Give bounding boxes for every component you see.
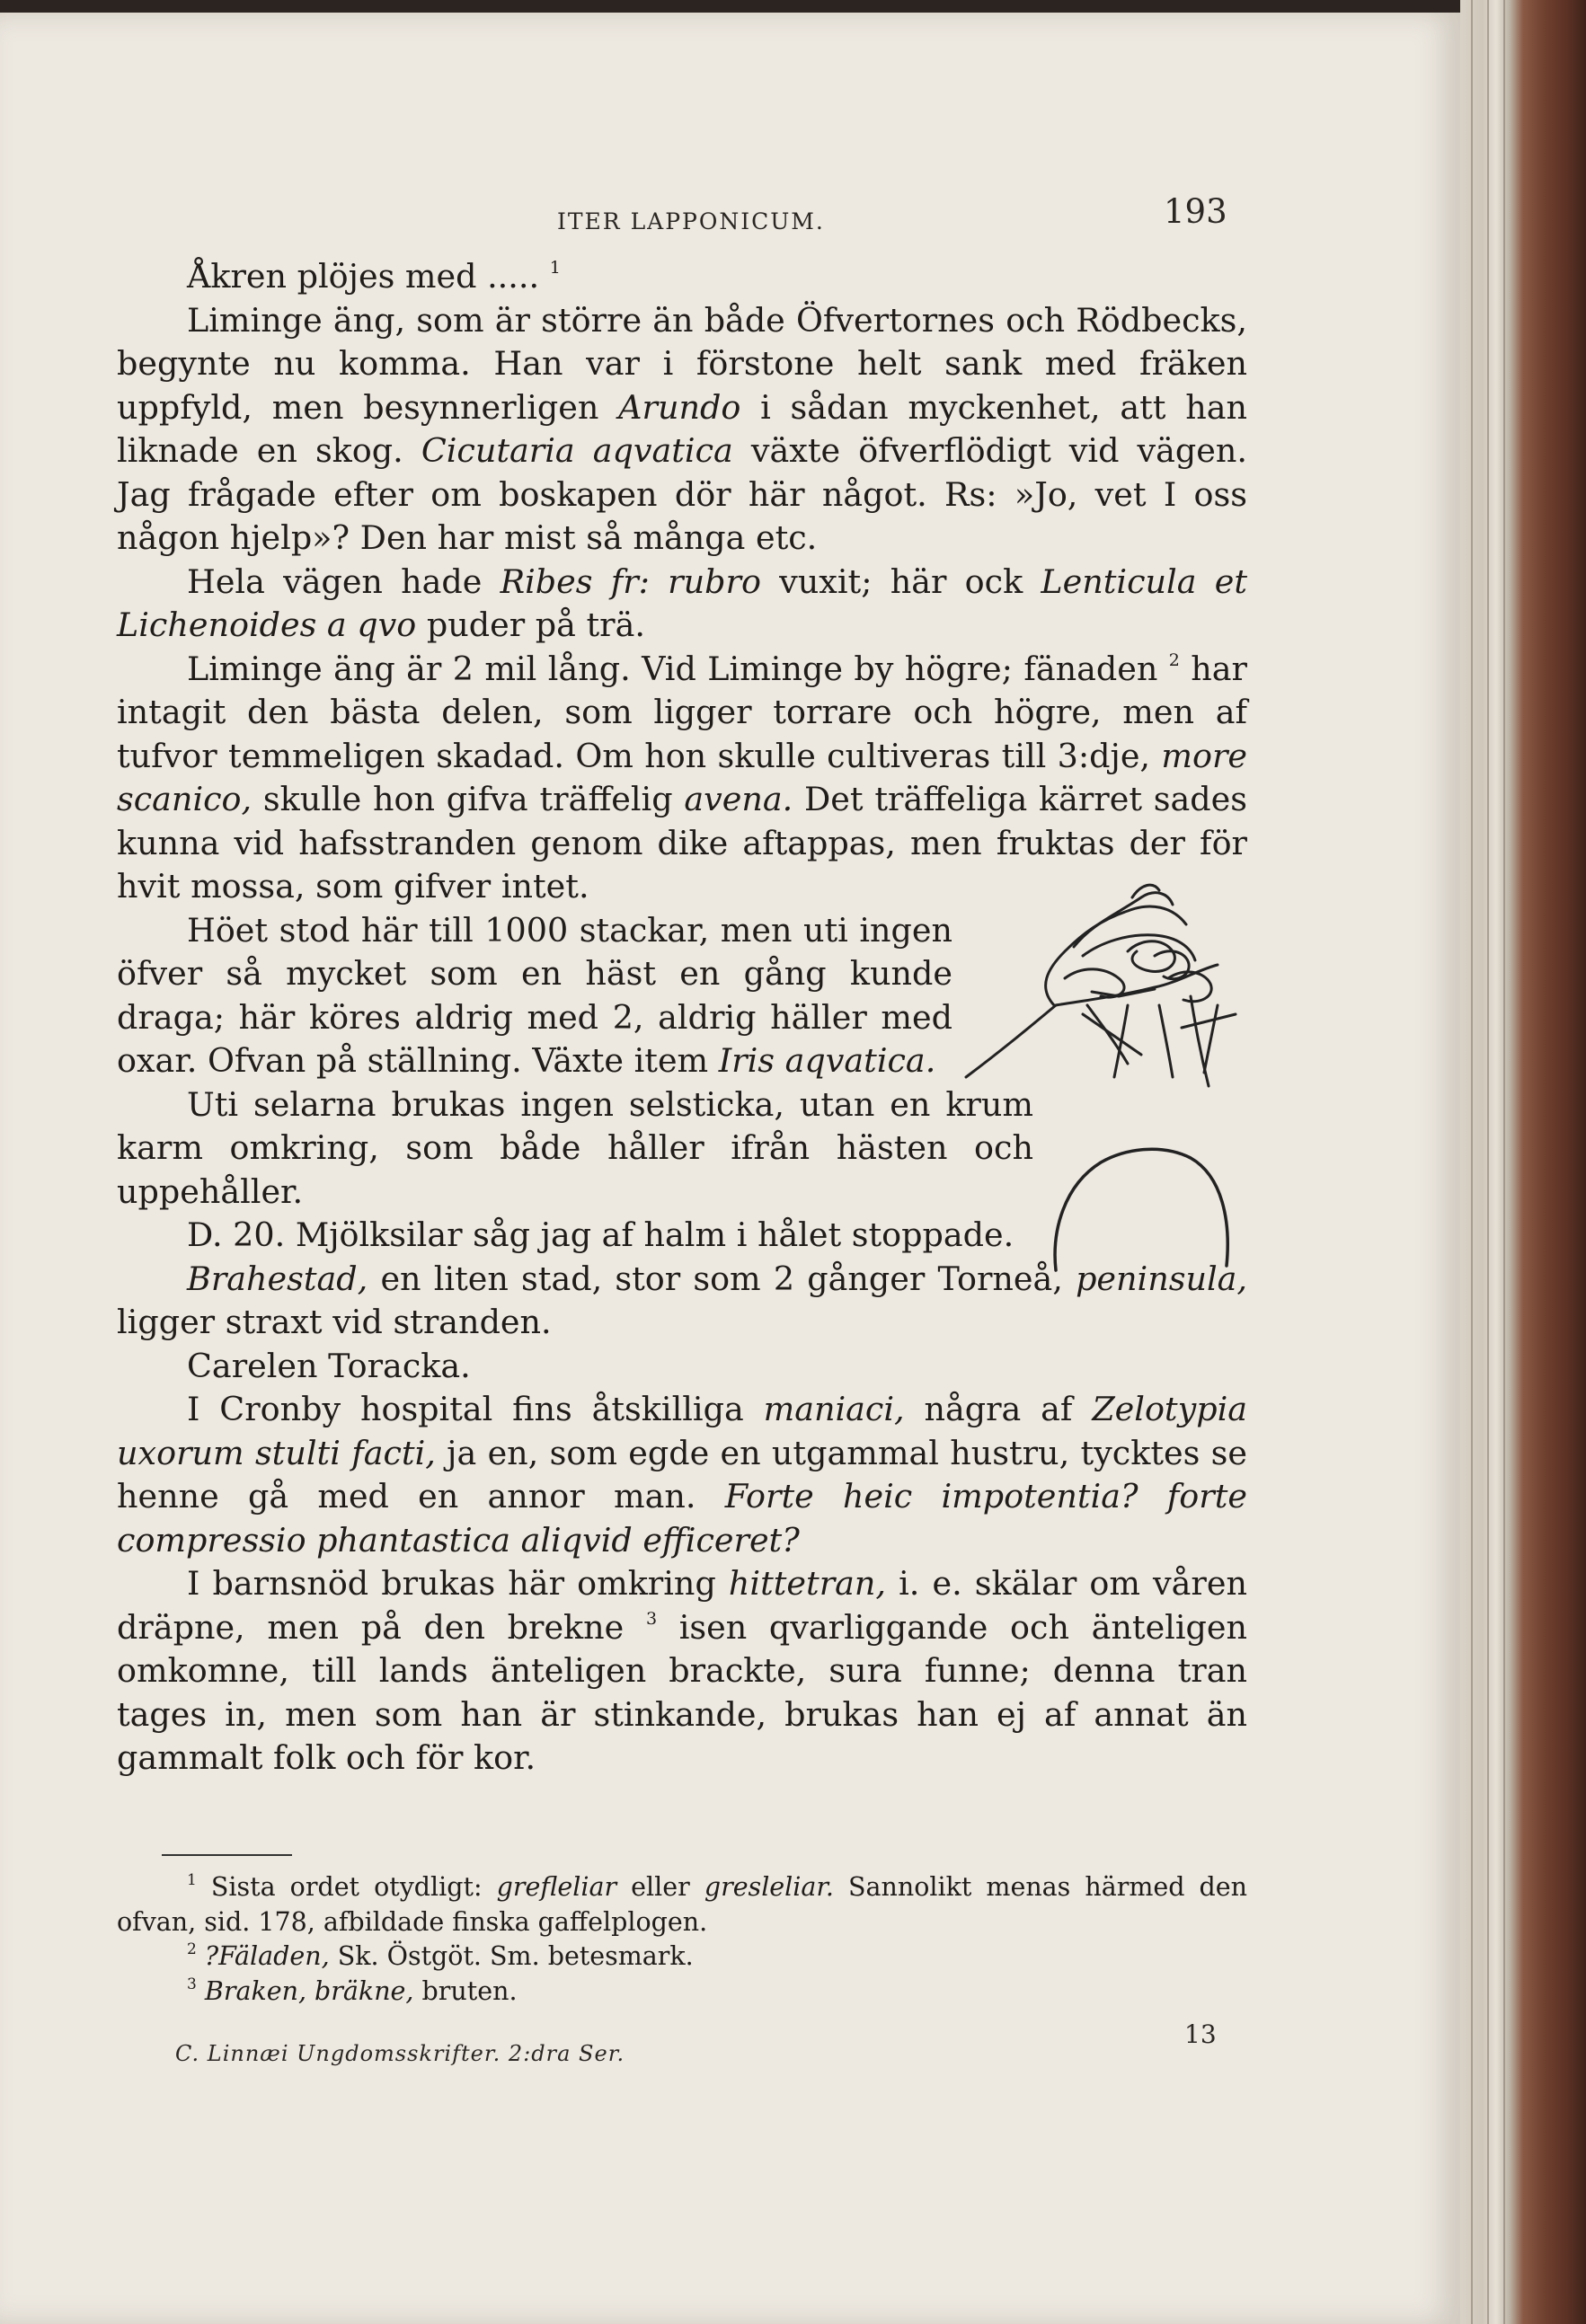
paragraph-italic-text: Ribes fr: rubro [500, 561, 761, 601]
paragraph-2: Liminge äng, som är större än både Öfvertornes och Rödbecks, begynte nu komma. Han var i förstone helt sank med fräken uppfyld, men besynnerligen Arundo i sådan myckenhet, att han liknade en skog. Cicutaria aqvatica växte öfverflödigt vid vägen. Jag frågade efter om boskapen dör här något. Rs: »Jo, vet I oss någon hjelp»? Den har mist så många etc. [117, 300, 1247, 557]
footnote-italic-text: grefleliar [496, 1872, 617, 1902]
paragraph-1: Åkren plöjes med ..... $^1$ [187, 257, 561, 296]
paragraph-italic-text: avena. [684, 780, 793, 818]
footnote-italic-text: ?Fäladen, [204, 1941, 330, 1971]
printer-signature: C. Linnæi Ungdomsskrifter. 2:dra Ser. [175, 2041, 625, 2066]
footnote-divider [162, 1854, 292, 1856]
footnote-2: $^2$ ?Fäladen, Sk. Östgöt. Sm. betesmark. [187, 1940, 694, 1971]
footnote-italic-text: gresleliar. [704, 1872, 834, 1902]
footnote-3: $^3$ Braken, bräkne, bruten. [187, 1975, 518, 2006]
footnote-footnote-marker: 1 [187, 1871, 197, 1889]
hay-stack-on-frame-sketch [948, 870, 1254, 1113]
paragraph-footnote-marker: 1 [549, 258, 561, 278]
sheet-number: 13 [1184, 2019, 1217, 2049]
paragraph-italic-text: Forte heic impotentia? forte compressio phantastica aliqvid efficeret? [117, 1477, 1247, 1560]
footnotes [117, 1870, 1247, 2009]
footnote-italic-text: Braken, bräkne, [204, 1975, 414, 2006]
paragraph-footnote-marker: 3 [645, 1608, 658, 1629]
paragraph-italic-text: Arundo [618, 387, 741, 427]
paragraph-italic-text: Iris aqvatica. [718, 1041, 936, 1080]
paragraph-italic-text: more scanico, [117, 736, 1247, 818]
paragraph-footnote-marker: 2 [1168, 649, 1180, 670]
paragraph-italic-text: Cicutaria aqvatica [421, 431, 733, 470]
paragraph-6: Uti selarna brukas ingen selsticka, utan en krum karm omkring, som både håller ifrån hästen och uppehåller. [117, 1084, 1033, 1211]
page-number: 193 [1164, 192, 1227, 231]
paragraph-8: Brahestad, en liten stad, stor som 2 gånger Torneå, peninsula, ligger straxt vid stranden. [117, 1259, 1247, 1341]
paragraph-italic-text: Brahestad, [187, 1259, 368, 1298]
paragraph-italic-text: peninsula, [1076, 1259, 1247, 1298]
paragraph-italic-text: maniaci, [763, 1390, 905, 1428]
paragraph-7: D. 20. Mjölksilar såg jag af halm i hålet stoppade. [187, 1215, 1015, 1254]
paragraph-3: Hela vägen hade Ribes fr: rubro vuxit; här ock Lenticula et Lichenoides a qvo puder på trä. [117, 561, 1247, 644]
book-page [0, 13, 1460, 2324]
curved-collar-sketch [1038, 1131, 1254, 1284]
paragraph-italic-text: hittetran, [728, 1564, 887, 1603]
footnote-footnote-marker: 2 [187, 1940, 197, 1958]
paragraph-4: Liminge äng är 2 mil lång. Vid Liminge by högre; fänaden $^2$ har intagit den bästa delen, som ligger torrare och högre, men af tufvor temmeligen skadad. Om hon skulle cultiveras till 3:dje, more scanico, skulle hon gifva träffelig avena. Det träffeliga kärret sades kunna vid hafsstranden genom dike aftappas, men fruktas der för hvit mossa, som gifver intet. [117, 649, 1248, 906]
paragraph-10: I Cronby hospital fins åtskilliga maniaci, några af Zelotypia uxorum stulti facti, ja en, som egde en utgammal hustru, tycktes se henne gå med en annor man. Forte heic impotentia? forte compressio phantastica aliqvid efficeret? [117, 1390, 1248, 1560]
paragraph-11: I barnsnöd brukas här omkring hittetran, i. e. skälar om våren dräpne, men på den brekne $^3$ isen qvarliggande och änteligen omkomne, till lands änteligen brackte, sura funne; denna tran tages in, men som han är stinkande, brukas han ej af annat än gammalt folk och för kor. [117, 1564, 1247, 1777]
paragraph-5: Höet stod här till 1000 stackar, men uti ingen öfver så mycket som en häst en gång kunde draga; här köres aldrig med 2, aldrig häller med oxar. Ofvan på ställning. Växte item Iris aqvatica. [117, 910, 952, 1080]
running-title: ITER LAPPONICUM. [557, 208, 825, 234]
footnote-1: $^1$ Sista ordet otydligt: grefleliar eller gresleliar. Sannolikt menas härmed den ofvan, sid. 178, afbildade finska gaffelplogen. [117, 1871, 1247, 1937]
paragraph-italic-text: Lenticula et Lichenoides a qvo [117, 561, 1247, 644]
paragraph-italic-text: Zelotypia uxorum stulti facti, [117, 1390, 1248, 1472]
footnote-footnote-marker: 3 [187, 1975, 197, 1993]
scan-edge [0, 0, 1586, 13]
book-spine-edge [1460, 0, 1586, 2324]
paragraph-9: Carelen Toracka. [187, 1346, 471, 1385]
